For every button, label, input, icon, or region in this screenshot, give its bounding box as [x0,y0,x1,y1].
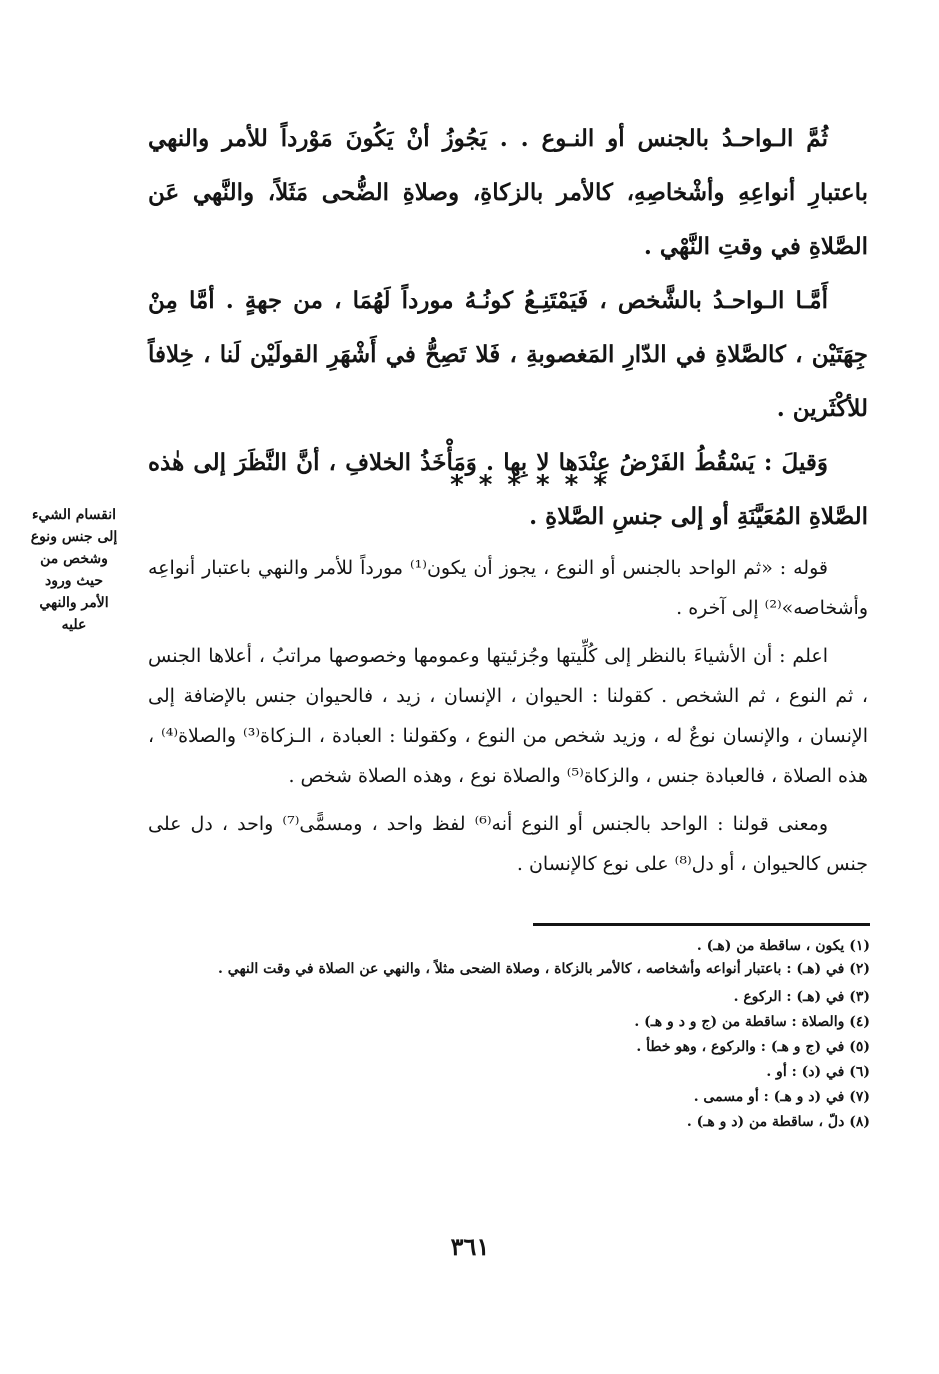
margin-heading-line: إلى جنس ونوع [30,529,118,545]
margin-heading-line: الأمر والنهي [39,595,109,611]
margin-heading-line: عليه [61,617,87,633]
footnote-8: (٨) دلّ ، ساقطة من (د و هـ) . [686,1114,870,1130]
footnote-6: (٦) في (د) : أو . [766,1064,870,1080]
page-number: ٣٦١ [450,1232,490,1261]
footnote-2: (٢) في (هـ) : باعتبار أنواعه وأشخاصه ، كالأمر بالزكاة ، وصلاة الضحى مثلاً ، والنهي عن الصلاة في وقت النهي . [218,961,870,977]
matn-paragraph-2: أَمَّـا الـواحـدُ بالشَّخص ، فَيَمْتَنِـعُ كونُـهُ مورداً لَهُمَا ، من جهةٍ . أمَّا مِنْ جِهَتَيْن ، كالصَّلاةِ في الدّارِ المَغصوبةِ ، فَلا تَصِحُّ في أَشْهَرِ القولَيْن لَنا ، خِلافاً للأكْثَرين . [148,287,868,422]
matn-paragraph-1: ثُمَّ الـواحـدُ بالجنس أو النـوع . . يَجُوزُ أنْ يَكُونَ مَوْرداً للأمر والنهي باعتبارِ أنواعِهِ وأشْخاصِهِ، كالأمر بالزكاةِ، وصلاةِ الضُّحى مَثَلاً، والنَّهي عَن الصَّلاةِ في وقتِ النَّهْي . [148,125,868,260]
margin-heading [14,504,134,636]
commentary-paragraph-3: ومعنى قولنا : الواحد بالجنس أو النوع أنه⁽⁶⁾ لفظ واحد ، ومسمًّى⁽⁷⁾ واحد ، دل على جنس كالحيوان ، أو دل⁽⁸⁾ على نوع كالإنسان . [148,813,868,875]
margin-heading-line: انقسام الشيء [31,507,117,523]
footnote-7: (٧) في (د و هـ) : أو مسمى . [693,1089,870,1105]
margin-heading-line: وشخص من [40,551,108,567]
margin-heading-line: حيث ورود [44,573,104,589]
section-separator: * * * * * * [450,470,610,500]
commentary-block [148,548,868,892]
footnote-divider [533,923,870,926]
footnote-3: (٣) في (هـ) : الركوع . [733,989,870,1005]
footnote-1: (١) يكون ، ساقطة من (هـ) . [696,938,870,954]
footnote-5: (٥) في (ج و هـ) : والركوع ، وهو خطأ . [636,1039,870,1055]
commentary-paragraph-2: اعلم : أن الأشياءَ بالنظر إلى كُلِّيتها وجُزئيتها وعمومها وخصوصها مراتبُ ، أعلاها الجنس ، ثم النوع ، ثم الشخص . كقولنا : الحيوان ، الإنسان ، زيد ، فالحيوان جنس بالإضافة إلى الإنسان ، والإنسان نوعٌ له ، وزيد شخص من النوع ، وكقولنا : العبادة ، الـزكاة⁽³⁾ والصلاة⁽⁴⁾ ، هذه الصلاة ، فالعبادة جنس ، والزكاة⁽⁵⁾ والصلاة نوع ، وهذه الصلاة شخص . [148,645,869,787]
footnotes [148,934,870,1135]
footnote-4: (٤) والصلاة : ساقطة من (ج و د و هـ) . [634,1014,870,1030]
commentary-paragraph-1: قوله : «ثم الواحد بالجنس أو النوع ، يجوز أن يكون⁽¹⁾ مورداً للأمر والنهي باعتبار أنواعِه وأشخاصه»⁽²⁾ إلى آخره . [148,557,868,619]
matn-paragraph-3: وَقيلَ : يَسْقُطُ الفَرْضُ عِنْدَها لا بِها . وَمَأْخَذُ الخلافِ ، أنَّ النَّظَرَ إلى هٰذه الصَّلاةِ المُعَيَّنَةِ أو إلى جنسِ الصَّلاةِ . [148,449,868,530]
